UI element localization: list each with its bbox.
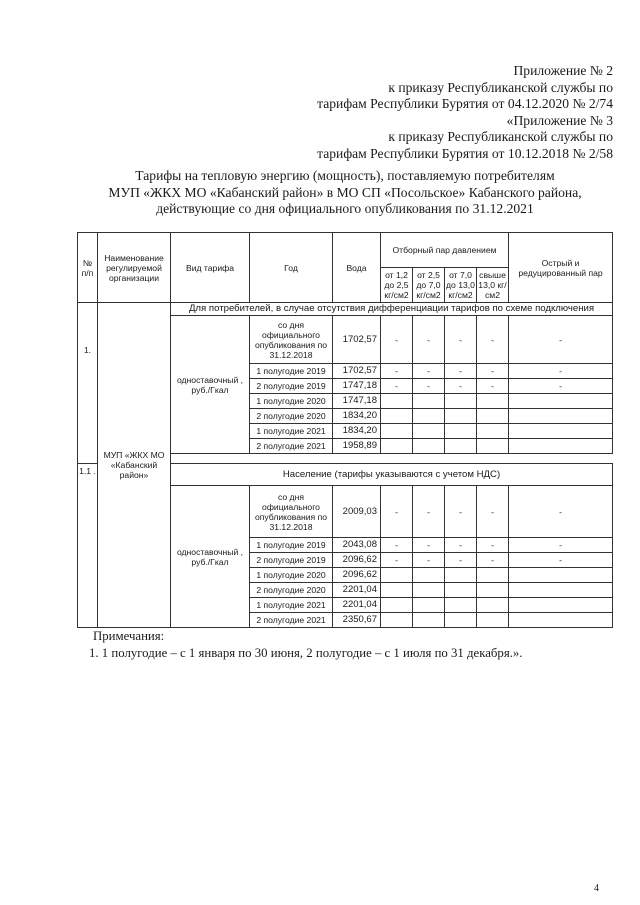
empty-cell [477, 583, 509, 598]
notes [89, 628, 623, 662]
dash-cell: - [445, 538, 477, 553]
empty-cell [509, 439, 613, 454]
tariff-type: одноставочный , руб./Гкал [171, 486, 250, 628]
empty-cell [413, 394, 445, 409]
appendix-header [260, 63, 613, 162]
empty-cell [413, 568, 445, 583]
tariff-table [77, 232, 613, 628]
dash-cell: - [413, 379, 445, 394]
dash-cell: - [413, 364, 445, 379]
empty-cell [509, 613, 613, 628]
empty-cell [381, 439, 413, 454]
empty-cell [509, 568, 613, 583]
dash-cell: - [477, 486, 509, 538]
period-cell: 1 полугодие 2020 [250, 568, 333, 583]
water-value: 2009,03 [333, 486, 381, 538]
empty-cell [413, 613, 445, 628]
water-value: 1702,57 [333, 316, 381, 364]
dash-cell: - [381, 486, 413, 538]
empty-cell [477, 568, 509, 583]
dash-cell: - [509, 538, 613, 553]
header-line: Приложение № 2 [513, 63, 613, 78]
water-value: 1702,57 [333, 364, 381, 379]
empty-cell [413, 583, 445, 598]
empty-cell [445, 424, 477, 439]
empty-cell [381, 424, 413, 439]
empty-cell [381, 409, 413, 424]
empty-cell [445, 409, 477, 424]
dash-cell: - [381, 538, 413, 553]
spacer-row [171, 454, 613, 464]
empty-cell [381, 583, 413, 598]
dash-cell: - [381, 379, 413, 394]
header-line: к приказу Республиканской службы по [388, 129, 613, 144]
org-name: МУП «ЖКХ МО «Кабанский район» [98, 303, 171, 628]
empty-cell [477, 394, 509, 409]
header-sharp-steam: Острый и редуцированный пар [509, 233, 613, 303]
water-value: 2350,67 [333, 613, 381, 628]
header-pressure-1: от 1,2 до 2,5 кг/см2 [381, 268, 413, 303]
dash-cell: - [509, 316, 613, 364]
empty-cell [413, 439, 445, 454]
header-year: Год [250, 233, 333, 303]
dash-cell: - [477, 316, 509, 364]
dash-cell: - [477, 553, 509, 568]
water-value: 2201,04 [333, 583, 381, 598]
dash-cell: - [509, 553, 613, 568]
period-cell: 1 полугодие 2021 [250, 598, 333, 613]
empty-cell [445, 583, 477, 598]
dash-cell: - [413, 486, 445, 538]
water-value: 1834,20 [333, 409, 381, 424]
period-cell: 2 полугодие 2019 [250, 553, 333, 568]
empty-cell [477, 613, 509, 628]
period-cell: 1 полугодие 2019 [250, 364, 333, 379]
dash-cell: - [381, 364, 413, 379]
header-water: Вода [333, 233, 381, 303]
water-value: 2096,62 [333, 568, 381, 583]
water-value: 2043,08 [333, 538, 381, 553]
dash-cell: - [445, 379, 477, 394]
empty-cell [509, 424, 613, 439]
notes-heading: Примечания: [93, 629, 165, 643]
header-line: тарифам Республики Бурятия от 04.12.2020 № 2/74 [317, 96, 613, 111]
period-cell: 2 полугодие 2021 [250, 439, 333, 454]
dash-cell: - [445, 316, 477, 364]
water-value: 2201,04 [333, 598, 381, 613]
page-number: 4 [594, 883, 599, 894]
section-consumers: Для потребителей, в случае отсутствия дифференциации тарифов по схеме подключения [171, 303, 613, 316]
period-cell: со дня официального опубликования по 31.12.2018 [250, 316, 333, 364]
dash-cell: - [477, 364, 509, 379]
header-pressure-4: свыше 13,0 кг/см2 [477, 268, 509, 303]
empty-cell [445, 568, 477, 583]
water-value: 1747,18 [333, 394, 381, 409]
empty-cell [477, 424, 509, 439]
header-line: тарифам Республики Бурятия от 10.12.2018 № 2/58 [317, 145, 613, 161]
dash-cell: - [413, 538, 445, 553]
header-pressure-3: от 7,0 до 13,0 кг/см2 [445, 268, 477, 303]
empty-cell [445, 394, 477, 409]
header-line: «Приложение № 3 [506, 112, 613, 128]
period-cell: 1 полугодие 2019 [250, 538, 333, 553]
period-cell: 1 полугодие 2020 [250, 394, 333, 409]
section-population: Население (тарифы указываются с учетом НДС) [171, 464, 613, 486]
dash-cell: - [381, 316, 413, 364]
empty-cell [509, 583, 613, 598]
water-value: 1747,18 [333, 379, 381, 394]
dash-cell: - [477, 379, 509, 394]
water-value: 1958,89 [333, 439, 381, 454]
dash-cell: - [445, 364, 477, 379]
period-cell: 2 полугодие 2020 [250, 409, 333, 424]
empty-cell [477, 439, 509, 454]
empty-cell [509, 598, 613, 613]
empty-cell [509, 409, 613, 424]
empty-cell [445, 439, 477, 454]
period-cell: 2 полугодие 2021 [250, 613, 333, 628]
period-cell: 2 полугодие 2019 [250, 379, 333, 394]
empty-cell [477, 409, 509, 424]
row-number-1-1: 1.1 . [78, 464, 98, 628]
empty-cell [509, 394, 613, 409]
title-line: действующие со дня официального опубликования по 31.12.2021 [156, 201, 534, 216]
dash-cell: - [445, 553, 477, 568]
tariff-type: одноставочный , руб./Гкал [171, 316, 250, 454]
dash-cell: - [509, 364, 613, 379]
empty-cell [381, 394, 413, 409]
document-title [75, 168, 615, 218]
dash-cell: - [381, 553, 413, 568]
dash-cell: - [477, 538, 509, 553]
header-org: Наименование регулируемой организации [98, 233, 171, 303]
header-num: № п/п [78, 233, 98, 303]
period-cell: 2 полугодие 2020 [250, 583, 333, 598]
empty-cell [413, 424, 445, 439]
water-value: 2096,62 [333, 553, 381, 568]
dash-cell: - [445, 486, 477, 538]
empty-cell [477, 598, 509, 613]
header-pressure-2: от 2,5 до 7,0 кг/см2 [413, 268, 445, 303]
dash-cell: - [509, 486, 613, 538]
dash-cell: - [413, 553, 445, 568]
period-cell: 1 полугодие 2021 [250, 424, 333, 439]
empty-cell [413, 598, 445, 613]
empty-cell [445, 598, 477, 613]
water-value: 1834,20 [333, 424, 381, 439]
dash-cell: - [509, 379, 613, 394]
empty-cell [413, 409, 445, 424]
dash-cell: - [413, 316, 445, 364]
header-steam: Отборный пар давлением [381, 233, 509, 268]
row-number-1: 1. [78, 303, 98, 464]
empty-cell [381, 598, 413, 613]
title-line: Тарифы на тепловую энергию (мощность), поставляемую потребителям [135, 168, 555, 183]
header-line: к приказу Республиканской службы по [388, 79, 613, 95]
title-line: МУП «ЖКХ МО «Кабанский район» в МО СП «Посольское» Кабанского района, [108, 184, 582, 200]
empty-cell [381, 613, 413, 628]
empty-cell [445, 613, 477, 628]
period-cell: со дня официального опубликования по 31.12.2018 [250, 486, 333, 538]
empty-cell [381, 568, 413, 583]
header-type: Вид тарифа [171, 233, 250, 303]
notes-line: 1. 1 полугодие – с 1 января по 30 июня, 2 полугодие – с 1 июля по 31 декабря.». [89, 646, 523, 660]
